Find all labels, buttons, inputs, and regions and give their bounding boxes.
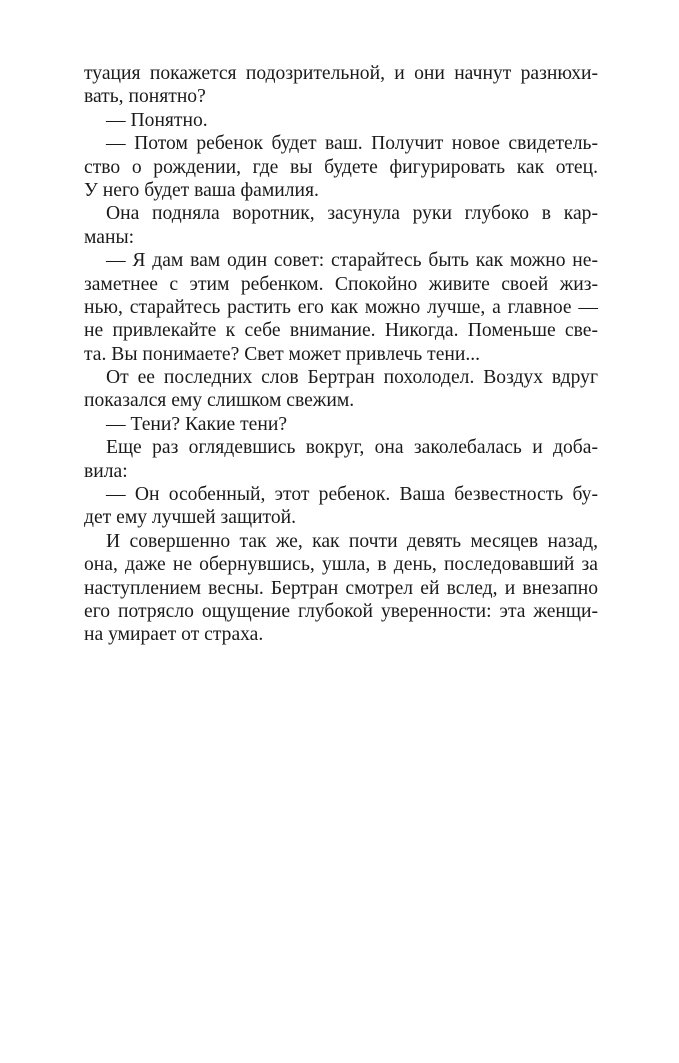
text-line: маны: <box>84 226 135 248</box>
text-line: нью, старайтесь растить его как можно лучше, а главное — <box>84 296 598 318</box>
text-line: показался ему слишком свежим. <box>84 390 355 412</box>
text-line: ство о рождении, где вы будете фигурировать как отец. <box>84 156 598 178</box>
text-line: От ее последних слов Бертран похолодел. Воздух вдруг <box>106 367 598 389</box>
text-line: У него будет ваша фамилия. <box>84 179 319 201</box>
text-line: — Он особенный, этот ребенок. Ваша безвестность бу- <box>106 484 598 506</box>
text-line: И совершенно так же, как почти девять месяцев назад, <box>106 530 598 552</box>
text-line: она, даже не обернувшись, ушла, в день, последовавший за <box>84 554 598 576</box>
text-line: на умирает от страха. <box>84 624 264 646</box>
book-page-text <box>84 62 598 647</box>
text-line: — Тени? Какие тени? <box>106 413 288 435</box>
text-line: та. Вы понимаете? Свет может привлечь тени... <box>84 343 481 365</box>
text-line: туация покажется подозрительной, и они начнут разнюхи- <box>84 63 598 84</box>
text-line: наступлением весны. Бертран смотрел ей вслед, и внезапно <box>84 577 598 599</box>
text-line: вать, понятно? <box>84 86 206 108</box>
text-line: — Понятно. <box>106 109 208 131</box>
text-line: — Я дам вам один совет: старайтесь быть как можно не- <box>106 250 598 272</box>
text-line: Она подняла воротник, засунула руки глубоко в кар- <box>106 203 598 225</box>
text-line: не привлекайте к себе внимание. Никогда. Поменьше све- <box>84 320 598 342</box>
text-line: дет ему лучшей защитой. <box>84 507 297 529</box>
text-line: Еще раз оглядевшись вокруг, она заколебалась и доба- <box>106 437 598 459</box>
text-line: заметнее с этим ребенком. Спокойно живите своей жиз- <box>84 273 598 295</box>
text-line: вила: <box>84 460 128 482</box>
text-line: — Потом ребенок будет ваш. Получит новое свидетель- <box>106 133 598 155</box>
text-line: его потрясло ощущение глубокой уверенности: эта женщи- <box>84 600 598 622</box>
